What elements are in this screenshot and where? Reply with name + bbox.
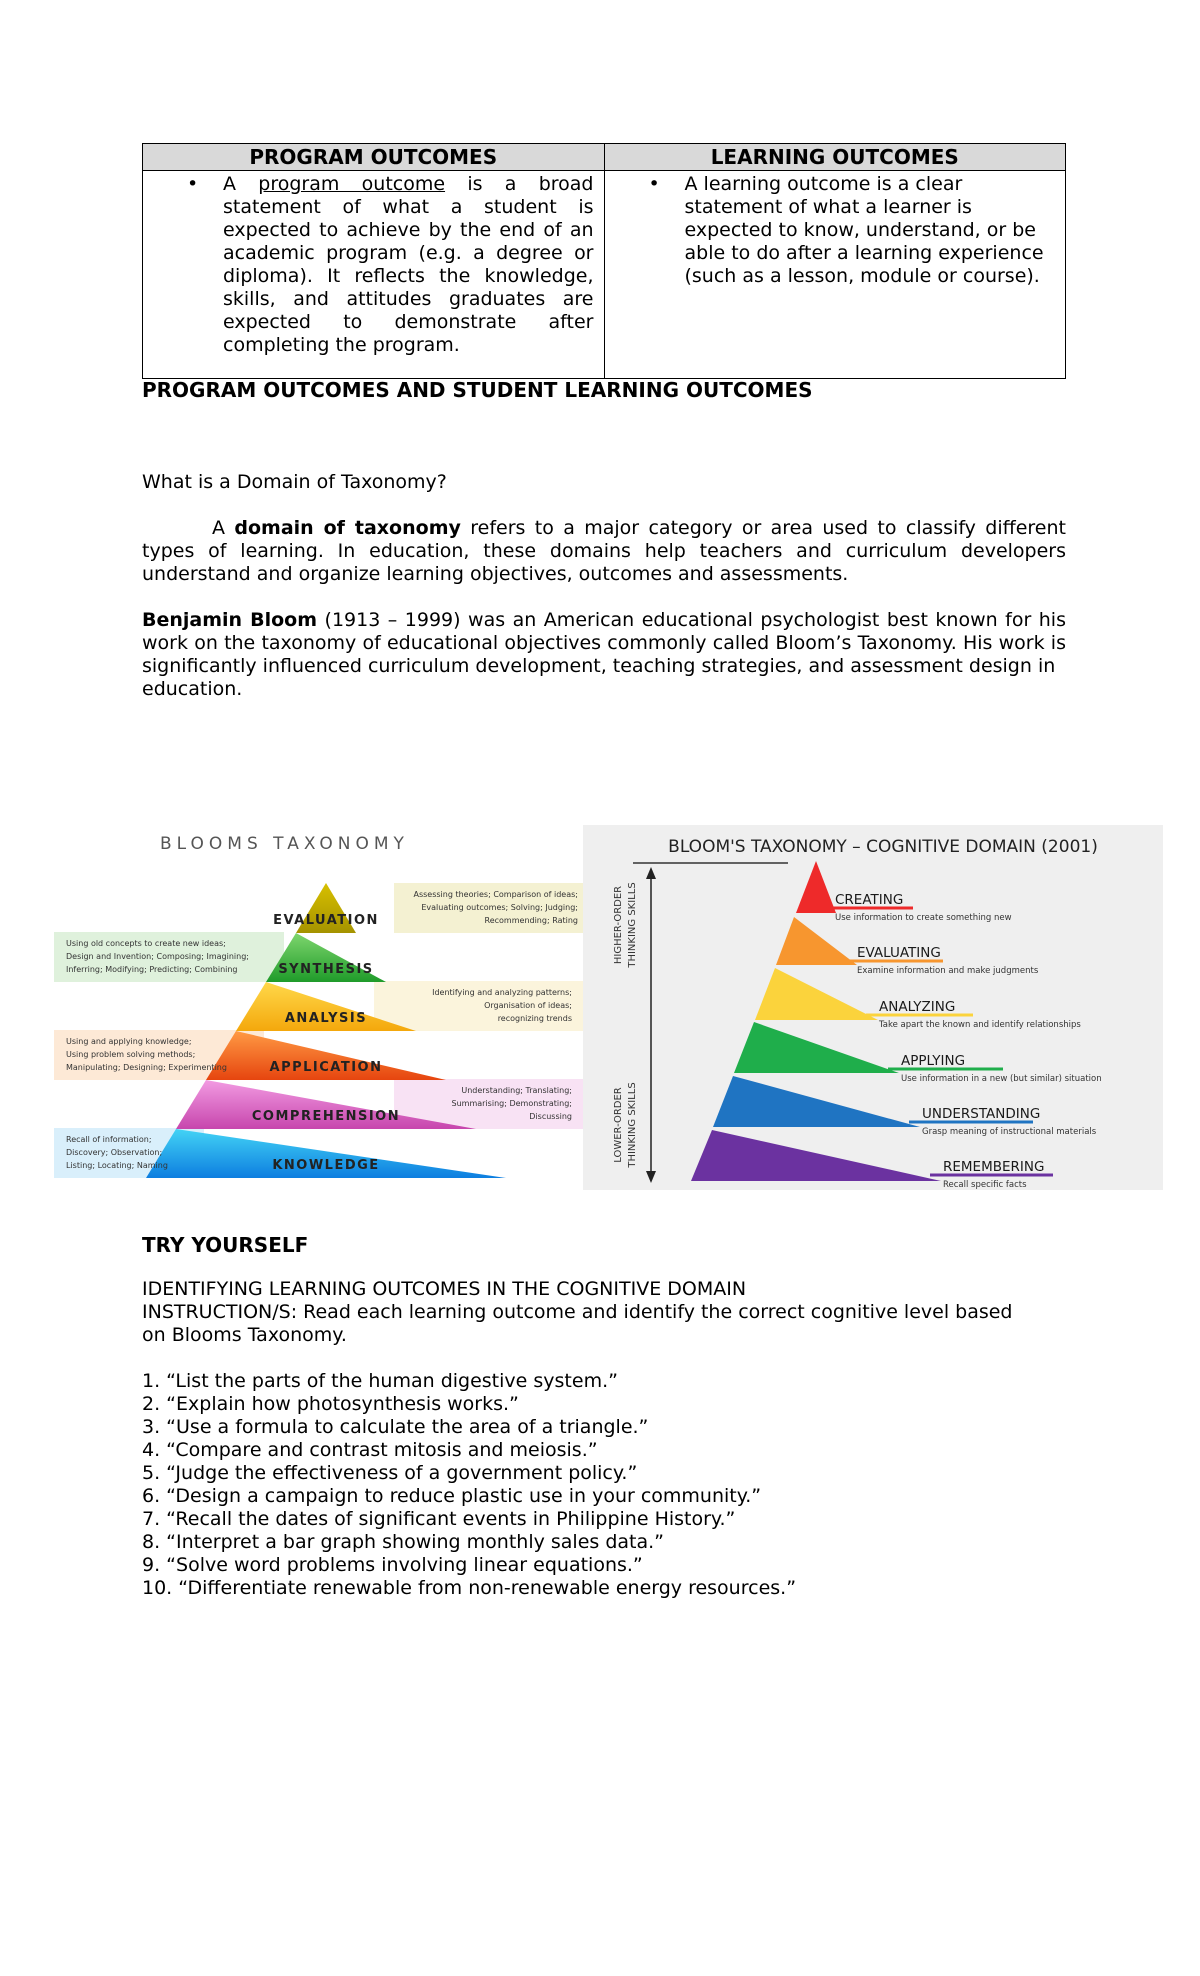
note-evaluation-1: Assessing theories; Comparison of ideas; xyxy=(413,890,578,899)
note-knowledge-2: Discovery; Observation; xyxy=(66,1148,163,1157)
note-application-3: Manipulating; Designing; Experimenting xyxy=(66,1063,227,1072)
label-knowledge: KNOWLEDGE xyxy=(272,1158,380,1173)
label-analysis: ANALYSIS xyxy=(284,1011,368,1026)
list-item: 5. “Judge the effectiveness of a government policy.” xyxy=(142,1462,638,1484)
note-comprehension-1: Understanding; Translating; xyxy=(461,1086,572,1095)
list-item: 8. “Interpret a bar graph showing monthly sales data.” xyxy=(142,1531,665,1553)
arrow-down-icon xyxy=(646,1171,656,1183)
desc-creating: Use information to create something new xyxy=(835,913,1012,923)
lower-order-label-2: THINKING SKILLS xyxy=(627,1082,638,1168)
note-synthesis-2: Design and Invention; Composing; Imagining; xyxy=(66,952,249,961)
level-remembering: REMEMBERING xyxy=(943,1159,1045,1175)
layer-remembering xyxy=(691,1130,941,1181)
note-synthesis-3: Inferring; Modifying; Predicting; Combining xyxy=(66,965,238,974)
fig2-title: BLOOM'S TAXONOMY – COGNITIVE DOMAIN (2001) xyxy=(668,837,1098,857)
note-analysis-3: recognizing trends xyxy=(497,1014,572,1023)
blooms-taxonomy-figure xyxy=(54,825,584,1190)
bloom-paragraph: Benjamin Bloom (1913 – 1999) was an American educational psychologist best known for his work on the taxonomy of educational objectives commonly called Bloom’s Taxonomy. His work is significantly influenced curriculum development, teaching strategies, and assessment design in education. xyxy=(142,609,1066,700)
section-title: PROGRAM OUTCOMES AND STUDENT LEARNING OUTCOMES xyxy=(142,378,813,402)
desc-understanding: Grasp meaning of instructional materials xyxy=(922,1127,1097,1137)
outcomes-table xyxy=(142,143,1066,379)
try-subtitle: IDENTIFYING LEARNING OUTCOMES IN THE COGNITIVE DOMAIN xyxy=(142,1278,747,1300)
label-comprehension: COMPREHENSION xyxy=(251,1109,401,1124)
header-program-outcomes: PROGRAM OUTCOMES xyxy=(143,144,605,171)
note-knowledge-1: Recall of information; xyxy=(66,1135,152,1144)
try-instruction-2: on Blooms Taxonomy. xyxy=(142,1324,347,1346)
bullet-icon: • xyxy=(648,173,660,195)
try-yourself-title: TRY YOURSELF xyxy=(142,1233,309,1257)
domain-term: domain of taxonomy xyxy=(234,517,461,539)
note-synthesis-1: Using old concepts to create new ideas; xyxy=(66,939,226,948)
note-evaluation-3: Recommending; Rating xyxy=(484,916,578,925)
list-item: 7. “Recall the dates of significant events in Philippine History.” xyxy=(142,1508,736,1530)
note-application-1: Using and applying knowledge; xyxy=(66,1037,192,1046)
note-comprehension-3: Discussing xyxy=(529,1112,572,1121)
desc-evaluating: Examine information and make judgments xyxy=(857,966,1039,976)
label-synthesis: SYNTHESIS xyxy=(278,962,374,977)
bloom-name: Benjamin Bloom xyxy=(142,609,318,631)
learning-outcome-cell xyxy=(604,171,1066,379)
desc-applying: Use information in a new (but similar) situation xyxy=(901,1074,1102,1084)
domain-question: What is a Domain of Taxonomy? xyxy=(142,471,447,493)
fig1-title: BLOOMS TAXONOMY xyxy=(160,834,409,854)
table-header-row xyxy=(143,144,1066,171)
level-understanding: UNDERSTANDING xyxy=(922,1106,1041,1122)
note-analysis-2: Organisation of ideas; xyxy=(484,1001,572,1010)
label-application: APPLICATION xyxy=(269,1060,383,1075)
note-evaluation-2: Evaluating outcomes; Solving; Judging; xyxy=(421,903,578,912)
list-item: 1. “List the parts of the human digestive system.” xyxy=(142,1370,618,1392)
desc-analyzing: Take apart the known and identify relationships xyxy=(879,1020,1081,1030)
blooms-taxonomy-svg xyxy=(54,825,584,1190)
program-outcome-cell xyxy=(143,171,605,379)
try-instruction-1: INSTRUCTION/S: Read each learning outcome and identify the correct cognitive level based xyxy=(142,1301,1013,1323)
layer-applying xyxy=(734,1022,899,1073)
list-item: 6. “Design a campaign to reduce plastic use in your community.” xyxy=(142,1485,762,1507)
level-analyzing: ANALYZING xyxy=(879,999,956,1015)
layer-understanding xyxy=(713,1076,920,1127)
higher-order-label-2: THINKING SKILLS xyxy=(627,882,638,968)
note-comprehension-2: Summarising; Demonstrating; xyxy=(451,1099,572,1108)
list-item: 10. “Differentiate renewable from non-renewable energy resources.” xyxy=(142,1577,797,1599)
list-item: 3. “Use a formula to calculate the area of a triangle.” xyxy=(142,1416,649,1438)
arrow-up-icon xyxy=(646,867,656,879)
list-item: 4. “Compare and contrast mitosis and meiosis.” xyxy=(142,1439,598,1461)
cognitive-domain-figure xyxy=(583,825,1163,1190)
outcome-list xyxy=(142,1370,796,1600)
list-item: 9. “Solve word problems involving linear equations.” xyxy=(142,1554,643,1576)
lower-order-label-1: LOWER-ORDER xyxy=(613,1087,624,1163)
header-learning-outcomes: LEARNING OUTCOMES xyxy=(604,144,1066,171)
higher-order-label-1: HIGHER-ORDER xyxy=(613,885,624,965)
list-item: 2. “Explain how photosynthesis works.” xyxy=(142,1393,519,1415)
level-applying: APPLYING xyxy=(901,1053,966,1069)
layer-evaluating xyxy=(776,917,857,965)
label-evaluation: EVALUATION xyxy=(273,913,379,928)
bullet-icon: • xyxy=(187,173,199,195)
layer-creating xyxy=(796,861,836,913)
note-analysis-1: Identifying and analyzing patterns; xyxy=(432,988,572,997)
learning-outcome-text: A learning outcome is a clear statement of what a learner is expected to know, understand, or be able to do after a learning experience (such as a lesson, module or course). xyxy=(684,173,1044,287)
level-evaluating: EVALUATING xyxy=(857,945,941,961)
level-creating: CREATING xyxy=(835,892,904,908)
note-application-2: Using problem solving methods; xyxy=(66,1050,196,1059)
table-row xyxy=(143,171,1066,379)
program-outcome-text: A program outcome is a broad statement of what a student is expected to achieve by the end of an academic program (e.g. a degree or diploma). It reflects the knowledge, skills, and attitudes graduates are expected to demonstrate after completing the program. xyxy=(223,173,594,356)
note-knowledge-3: Listing; Locating; Naming xyxy=(66,1161,168,1170)
domain-paragraph: A domain of taxonomy refers to a major category or area used to classify different types of learning. In education, these domains help teachers and curriculum developers understand and organize learning objectives, outcomes and assessments. xyxy=(142,517,1066,585)
desc-remembering: Recall specific facts xyxy=(943,1180,1027,1190)
cognitive-domain-svg xyxy=(583,825,1163,1190)
program-outcome-link[interactable]: program outcome xyxy=(258,173,446,195)
